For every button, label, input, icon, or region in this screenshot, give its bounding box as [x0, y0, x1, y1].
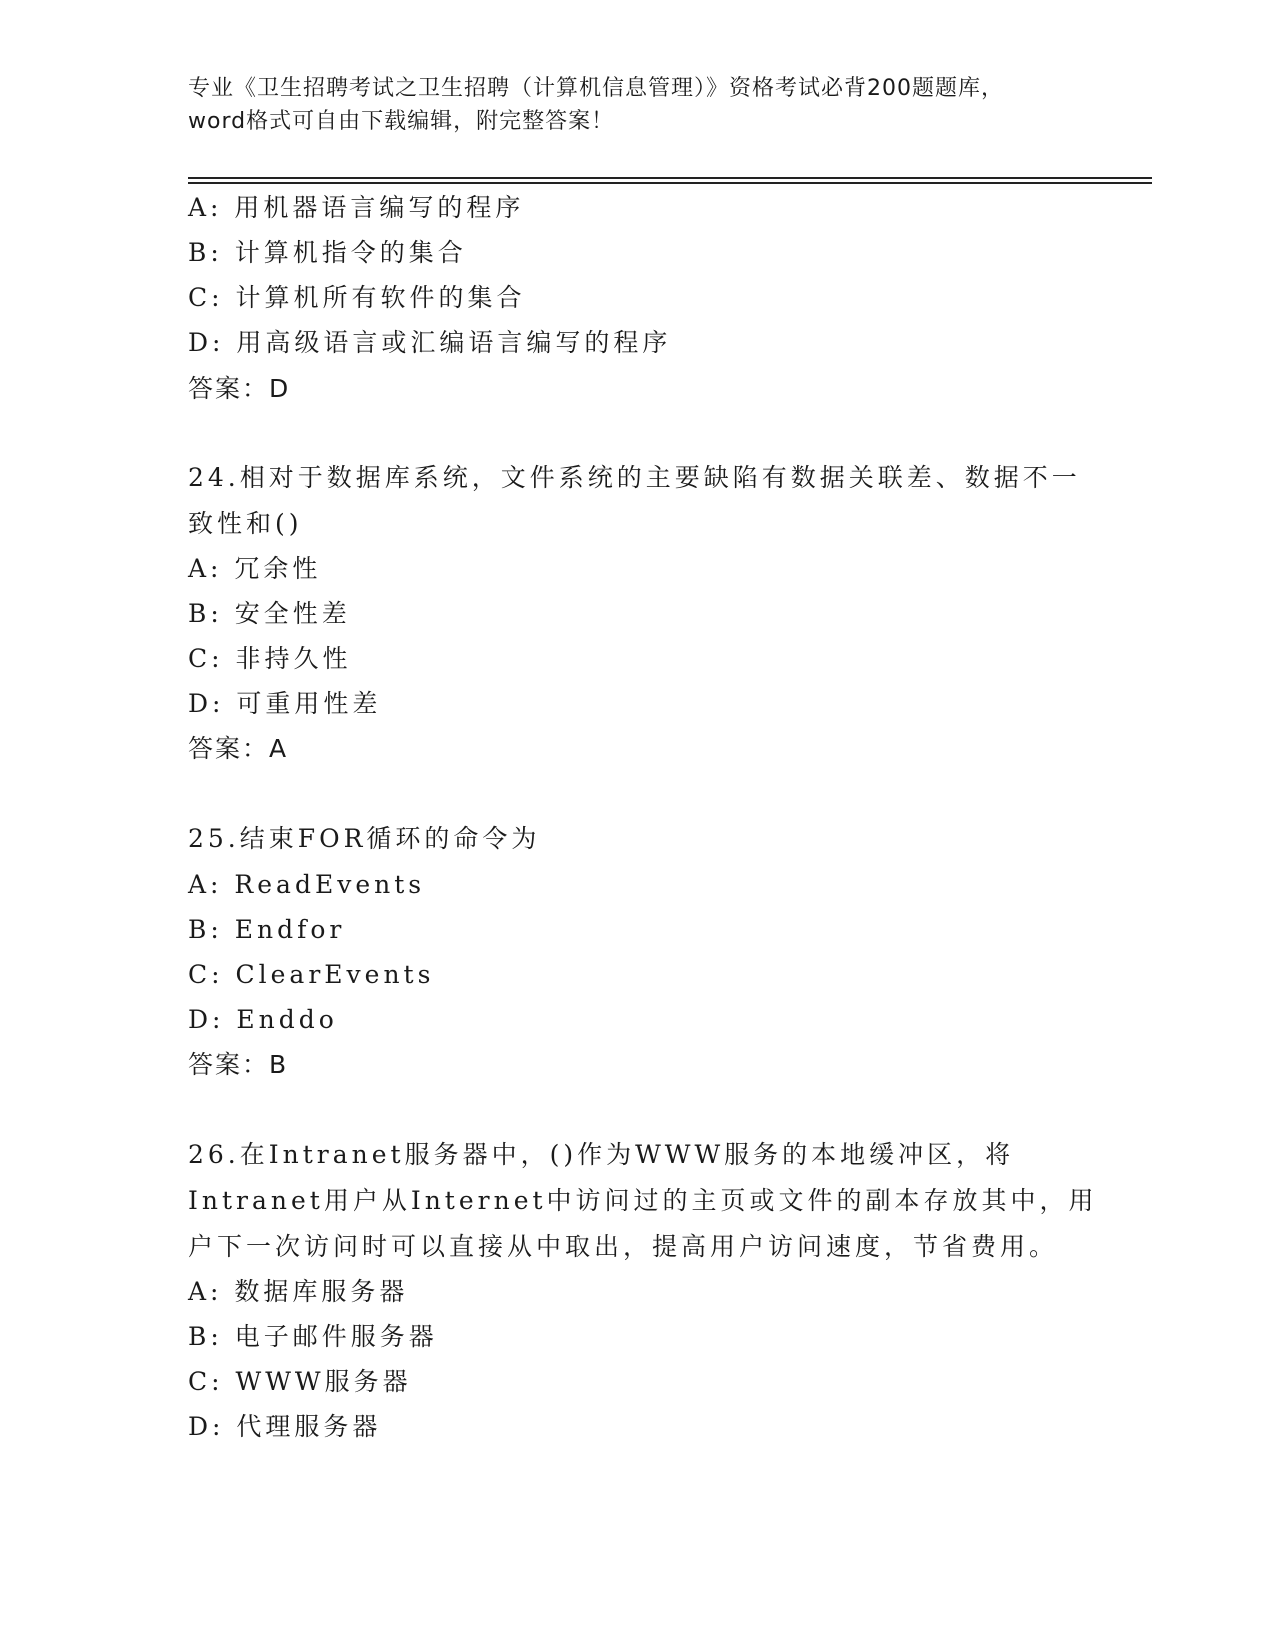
q26-option-d: D: 代理服务器 — [188, 1412, 382, 1441]
q25-option-a: A: ReadEvents — [188, 870, 426, 899]
q25-option-b: B: Endfor — [188, 915, 346, 944]
q23-answer: 答案：D — [188, 374, 291, 403]
header-line-1: 专业《卫生招聘考试之卫生招聘（计算机信息管理）》资格考试必背200题题库， — [188, 76, 1004, 101]
q26-stem-line-3: 户下一次访问时可以直接从中取出，提高用户访问速度，节省费用。 — [188, 1232, 1059, 1261]
q24-option-d: D: 可重用性差 — [188, 689, 382, 718]
header-line-2: word格式可自由下载编辑，附完整答案！ — [188, 109, 615, 134]
q25-stem-line-1: 25.结束FOR循环的命令为 — [188, 824, 541, 853]
q25-option-d: D: Enddo — [188, 1005, 338, 1034]
q24-option-b: B: 安全性差 — [188, 599, 351, 628]
q23-option-b: B: 计算机指令的集合 — [188, 238, 467, 267]
q24-answer: 答案：A — [188, 734, 289, 763]
q26-stem-line-2: Intranet用户从Internet中访问过的主页或文件的副本存放其中，用 — [188, 1186, 1098, 1215]
q23-option-d: D: 用高级语言或汇编语言编写的程序 — [188, 328, 672, 357]
header-rule-bottom — [188, 182, 1152, 184]
q23-option-a: A: 用机器语言编写的程序 — [188, 193, 525, 222]
q26-option-a: A: 数据库服务器 — [188, 1277, 409, 1306]
q25-option-c: C: ClearEvents — [188, 960, 435, 989]
q24-stem-line-1: 24.相对于数据库系统，文件系统的主要缺陷有数据关联差、数据不一 — [188, 463, 1081, 492]
q23-option-c: C: 计算机所有软件的集合 — [188, 283, 526, 312]
q26-option-b: B: 电子邮件服务器 — [188, 1322, 438, 1351]
document-header — [188, 72, 1088, 138]
q25-answer: 答案：B — [188, 1050, 289, 1079]
q26-option-c: C: WWW服务器 — [188, 1367, 412, 1396]
q26-stem-line-1: 26.在Intranet服务器中，()作为WWW服务的本地缓冲区，将 — [188, 1140, 1015, 1169]
header-rule-top — [188, 177, 1152, 179]
q24-stem-line-2: 致性和() — [188, 509, 303, 538]
q24-option-c: C: 非持久性 — [188, 644, 352, 673]
q24-option-a: A: 冗余性 — [188, 554, 322, 583]
